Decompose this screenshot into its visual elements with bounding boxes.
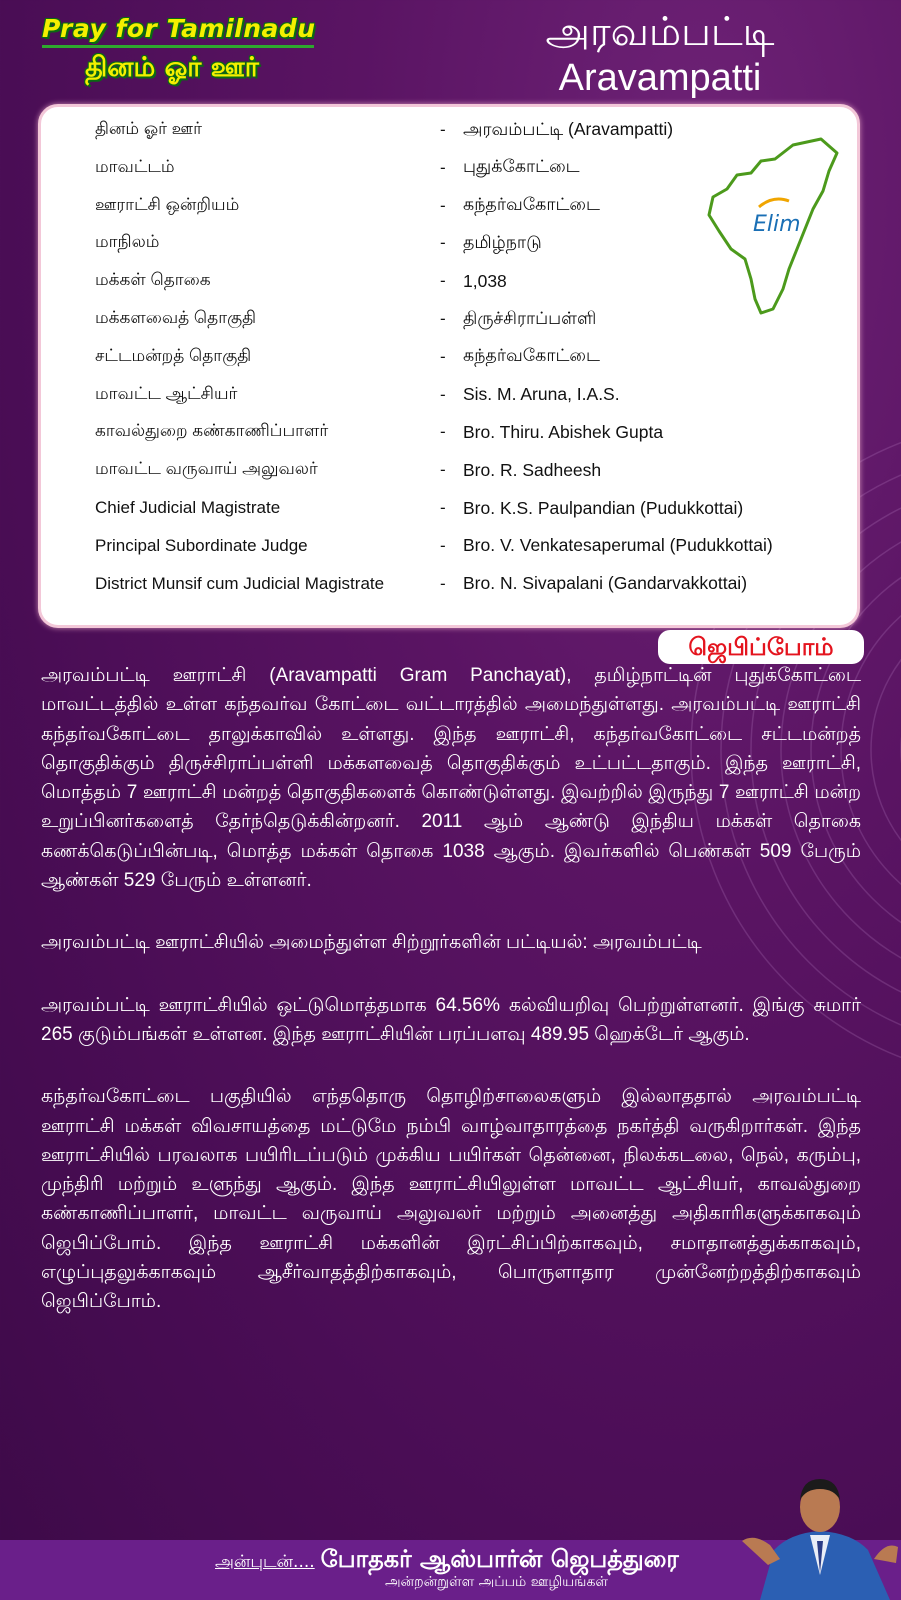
village-title bbox=[510, 8, 810, 100]
info-label: District Munsif cum Judicial Magistrate bbox=[95, 573, 385, 593]
tagline-underline bbox=[42, 45, 314, 48]
info-label: மாநிலம் bbox=[95, 232, 160, 252]
info-value: அரவம்பட்டி (Aravampatti) bbox=[463, 118, 674, 139]
info-label: Principal Subordinate Judge bbox=[95, 535, 308, 555]
info-separator: - bbox=[440, 271, 446, 291]
info-value: Bro. R. Sadheesh bbox=[463, 459, 602, 480]
info-value: 1,038 bbox=[463, 270, 507, 291]
info-row bbox=[95, 531, 855, 561]
paragraph-prayer: கந்தர்வகோட்டை பகுதியில் எந்ததொரு தொழிற்சாலைகளும் இல்லாததால் அரவம்பட்டி ஊராட்சி மக்கள் விவசாயத்தை மட்டுமே நம்பி வாழ்வாதாரத்தை நகர்த்தி வருகிறார்கள். இந்த ஊராட்சியில் பரவலாக பயிரிடப்படும் முக்கிய பயிர்கள் தென்னை, நிலக்கடலை, நெல், கரும்பு, முந்திரி மற்றும் உளுந்து ஆகும். இந்த ஊராட்சியிலுள்ள மாவட்ட ஆட்சியர், காவல்துறை கண்காணிப்பாளர், மாவட்ட வருவாய் அலுவலர் மற்றும் அனைத்து அதிகாரிகளுக்காகவும் ஜெபிப்போம். இந்த ஊராட்சி மக்களின் இரட்சிப்பிற்காகவும், சமாதானத்துக்காகவும், எழுப்புதலுக்காகவும் ஆசீர்வாதத்திற்காகவும், பொருளாதார முன்னேற்றத்திற்காகவும் ஜெபிப்போம். bbox=[41, 1086, 861, 1313]
pastor-portrait bbox=[740, 1455, 901, 1600]
paragraph-overview: அரவம்பட்டி ஊராட்சி (Aravampatti Gram Panchayat), தமிழ்நாட்டின் புதுக்கோட்டை மாவட்டத்தில் உள்ள கந்தவர்வ கோட்டை வட்டாரத்தில் அமைந்துள்ளது. அரவம்பட்டி ஊராட்சி கந்தர்வகோட்டை தாலுக்காவில் உள்ளது. இந்த ஊராட்சி, கந்தர்வகோட்டை சட்டமன்றத் தொகுதிக்கும் திருச்சிராப்பள்ளி மக்களவைத் தொகுதிக்கும் உட்பட்டதாகும். இந்த ஊராட்சி, மொத்தம் 7 ஊராட்சி மன்றத் தொகுதிகளைக் கொண்டுள்ளது. இவற்றில் இருந்து 7 ஊராட்சி மன்ற உறுப்பினர்களைத் தேர்ந்தெடுக்கின்றனர். 2011 ஆம் ஆண்டு இந்திய மக்கள் தொகை கணக்கெடுப்பின்படி, மொத்த மக்கள் தொகை 1038 ஆகும். இவர்களில் பெண்கள் 509 பேரும் ஆண்கள் 529 பேரும் உள்ளனர். bbox=[41, 665, 861, 892]
footer-signature bbox=[215, 1545, 679, 1576]
info-separator: - bbox=[440, 233, 446, 253]
info-row bbox=[95, 342, 855, 372]
paragraph-hamlets: அரவம்பட்டி ஊராட்சியில் அமைந்துள்ள சிற்றூர்களின் பட்டியல்: அரவம்பட்டி bbox=[41, 932, 702, 954]
footer-ministry-name: அன்றன்றுள்ள அப்பம் ஊழியங்கள் bbox=[385, 1574, 609, 1590]
info-value: கந்தர்வகோட்டை bbox=[463, 345, 600, 366]
tagline-english: Pray for Tamilnadu bbox=[42, 14, 316, 43]
info-value: புதுக்கோட்டை bbox=[463, 156, 580, 177]
info-label: மக்களவைத் தொகுதி bbox=[95, 308, 257, 327]
info-separator: - bbox=[440, 120, 446, 139]
elim-logo-text: Elim bbox=[753, 212, 801, 237]
info-row bbox=[95, 380, 855, 410]
info-separator: - bbox=[440, 460, 446, 480]
info-separator: - bbox=[440, 157, 446, 177]
footer-pastor-name: போதகர் ஆஸ்பார்ன் ஜெபத்துரை bbox=[320, 1545, 679, 1573]
info-label: மாவட்ட ஆட்சியர் bbox=[95, 383, 238, 403]
info-value: கந்தர்வகோட்டை bbox=[463, 194, 600, 215]
info-separator: - bbox=[440, 422, 446, 442]
info-value: தமிழ்நாடு bbox=[463, 231, 542, 252]
info-separator: - bbox=[440, 573, 446, 593]
info-separator: - bbox=[440, 309, 446, 328]
paragraph-literacy: அரவம்பட்டி ஊராட்சியில் ஒட்டுமொத்தமாக 64.56% கல்வியறிவு பெற்றுள்ளனர். இங்கு சுமார் 265 குடும்பங்கள் உள்ளன. இந்த ஊராட்சியின் பரப்பளவு 489.95 ஹெக்டேர் ஆகும். bbox=[41, 994, 861, 1045]
info-label: காவல்துறை கண்காணிப்பாளர் bbox=[95, 421, 329, 441]
info-row bbox=[95, 493, 855, 523]
info-value: Bro. K.S. Paulpandian (Pudukkottai) bbox=[463, 497, 744, 518]
village-title-tamil: அரவம்பட்டி bbox=[545, 9, 775, 55]
info-label: தினம் ஓர் ஊர் bbox=[95, 119, 202, 138]
tagline-tamil: தினம் ஓர் ஊர் bbox=[85, 52, 259, 83]
jebippom-badge: ஜெபிப்போம் bbox=[658, 630, 864, 664]
info-label: மாவட்டம் bbox=[95, 156, 175, 176]
info-separator: - bbox=[440, 498, 446, 517]
info-label: மாவட்ட வருவாய் அலுவலர் bbox=[95, 459, 318, 479]
info-separator: - bbox=[440, 535, 446, 555]
info-value: திருச்சிராப்பள்ளி bbox=[463, 307, 597, 328]
village-title-english: Aravampatti bbox=[558, 57, 762, 99]
pray-for-tamilnadu-banner bbox=[42, 14, 322, 87]
info-label: ஊராட்சி ஒன்றியம் bbox=[95, 194, 240, 214]
info-label: மக்கள் தொகை bbox=[95, 270, 211, 290]
description-body bbox=[41, 661, 861, 1317]
info-row bbox=[95, 417, 855, 447]
info-separator: - bbox=[440, 384, 446, 404]
info-value: Bro. N. Sivapalani (Gandarvakkottai) bbox=[463, 573, 748, 594]
info-row bbox=[95, 569, 855, 599]
village-info-card bbox=[38, 104, 860, 628]
info-separator: - bbox=[440, 195, 446, 215]
info-separator: - bbox=[440, 346, 446, 366]
info-label: சட்டமன்றத் தொகுதி bbox=[95, 345, 252, 365]
info-label: Chief Judicial Magistrate bbox=[95, 498, 281, 517]
info-value: Bro. V. Venkatesaperumal (Pudukkottai) bbox=[463, 535, 773, 556]
info-value: Sis. M. Aruna, I.A.S. bbox=[463, 384, 620, 405]
info-value: Bro. Thiru. Abishek Gupta bbox=[463, 421, 664, 442]
info-row bbox=[95, 455, 855, 485]
tamilnadu-map-icon bbox=[701, 131, 861, 321]
footer-prefix: அன்புடன்.... bbox=[215, 1552, 315, 1572]
